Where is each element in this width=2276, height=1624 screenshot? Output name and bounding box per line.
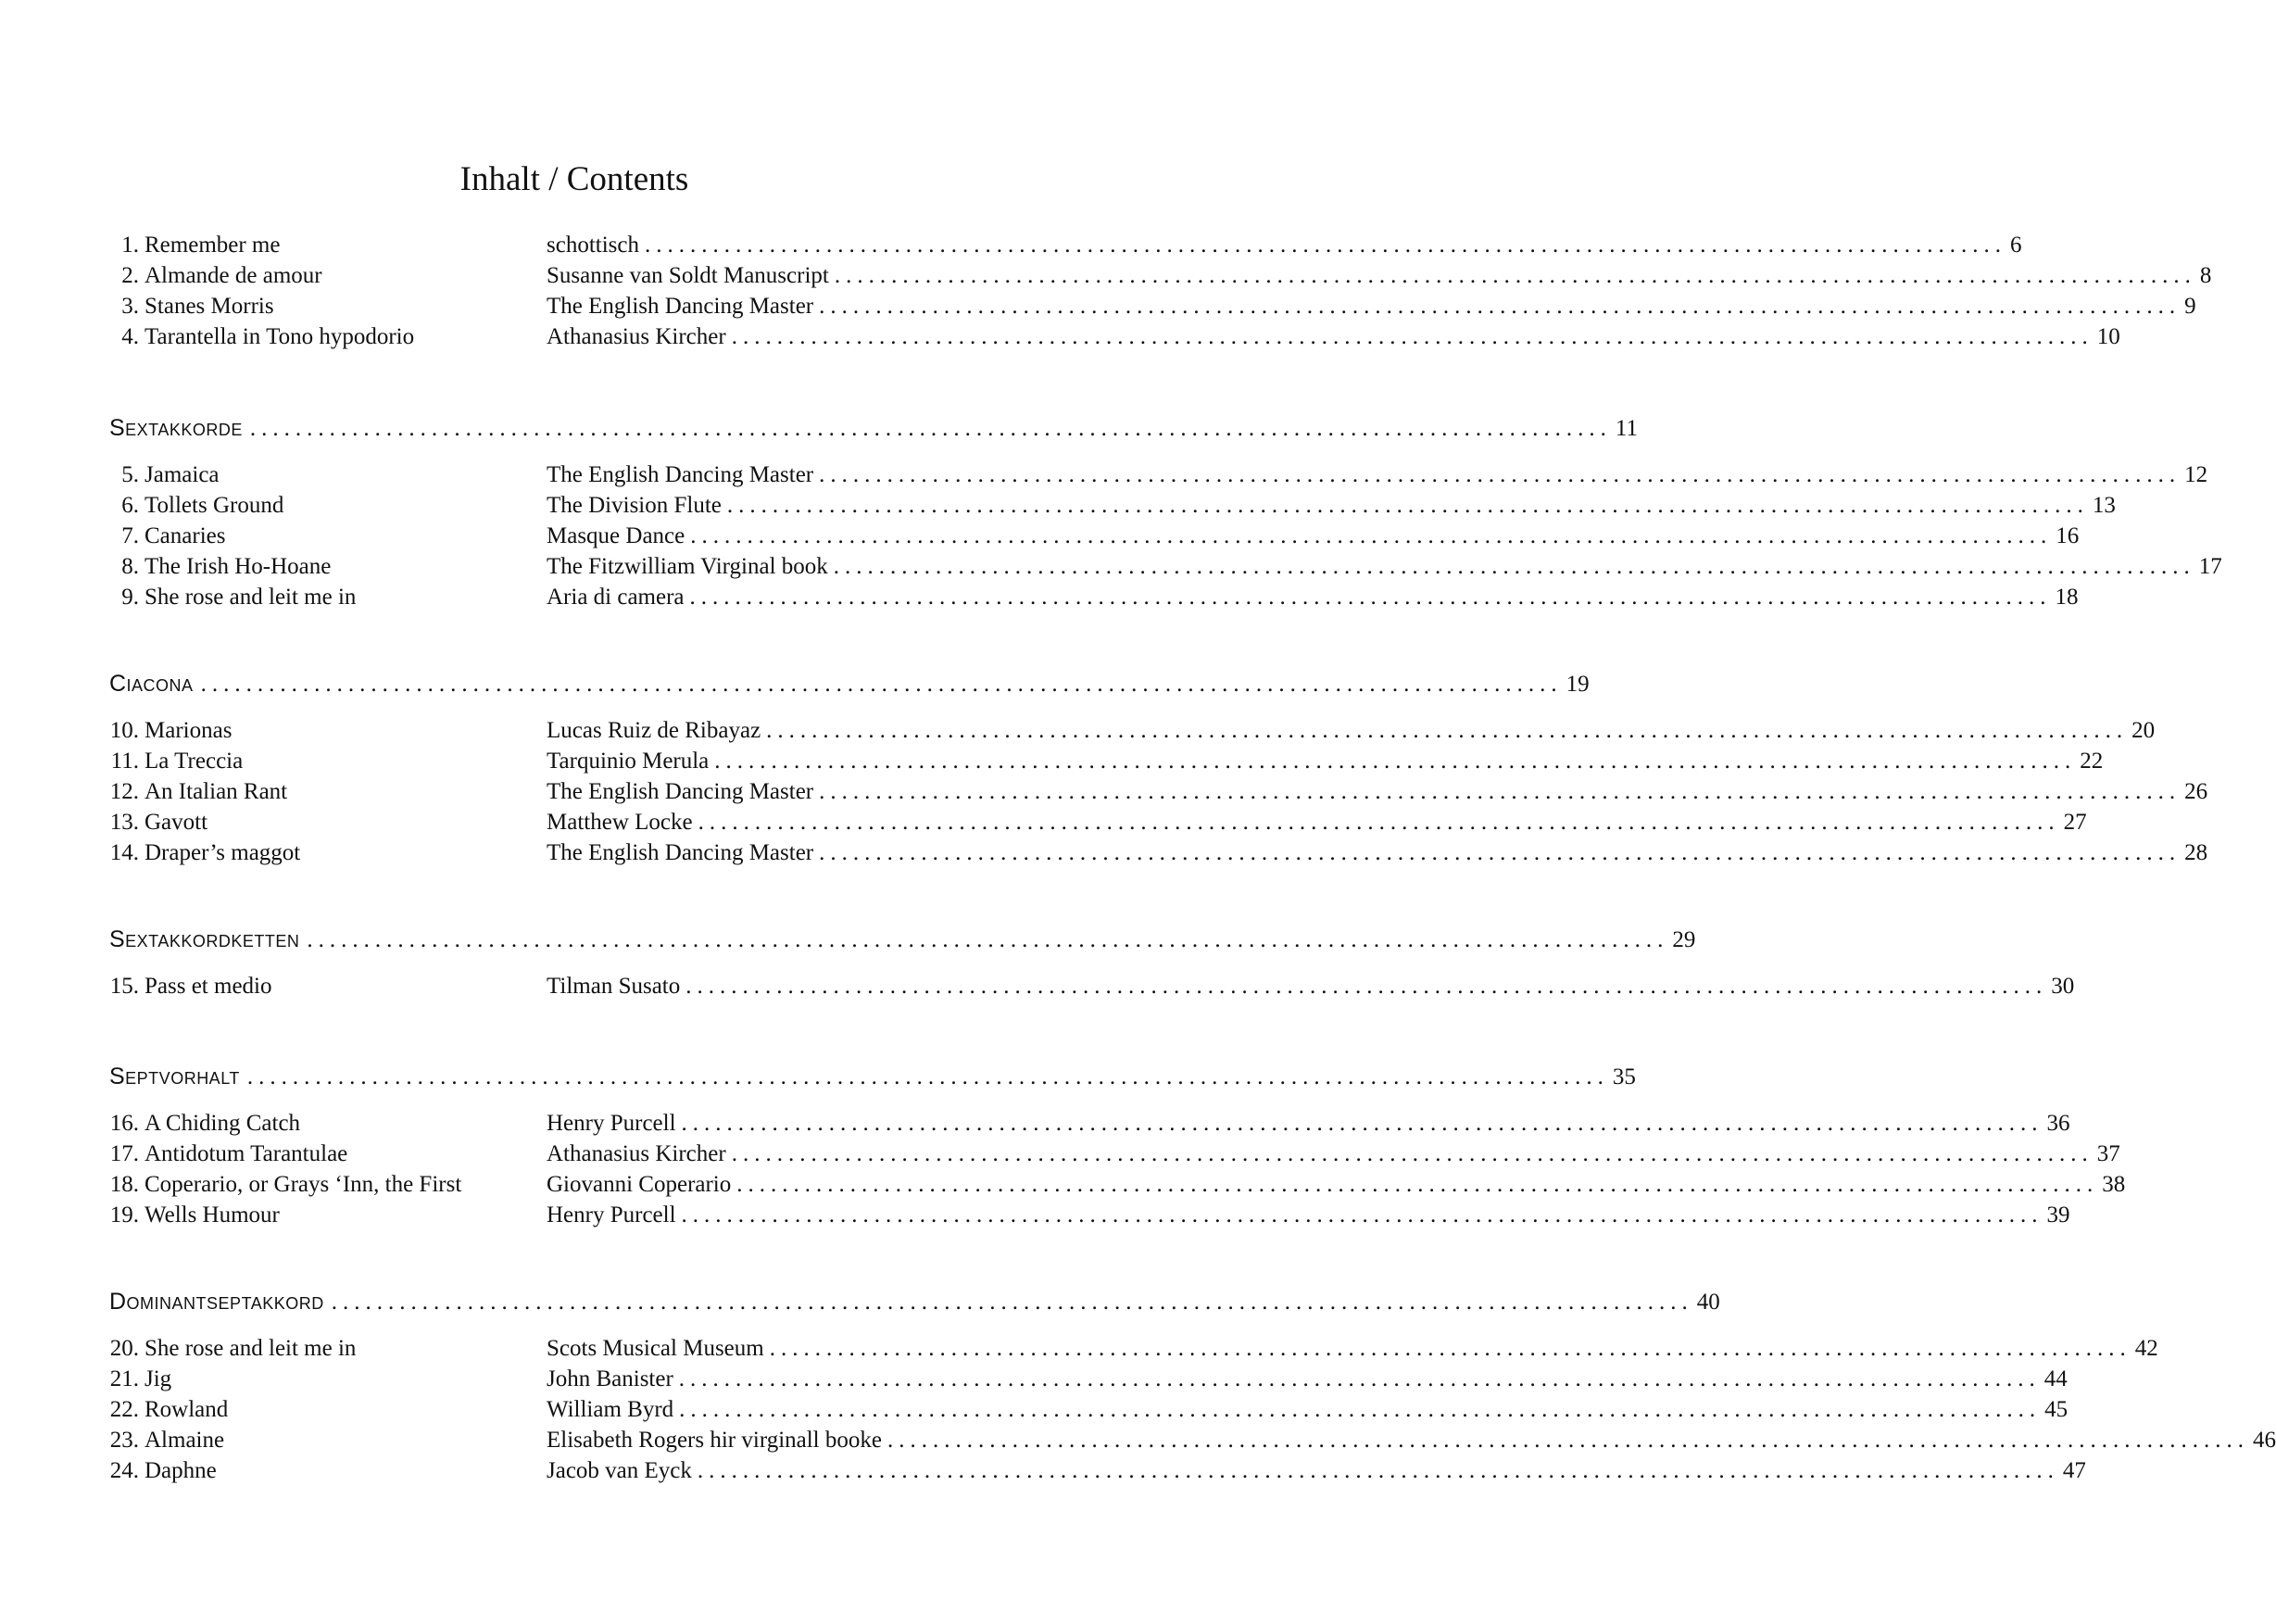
toc-entry[interactable]	[109, 1425, 2276, 1455]
entry-number: 13.	[109, 810, 139, 835]
entry-source: Henry Purcell	[547, 1111, 676, 1136]
toc-entry[interactable]	[109, 291, 2196, 321]
entry-source: William Byrd	[547, 1397, 674, 1422]
dot-leader: ........................................................................................................................	[819, 294, 2182, 319]
entry-title: Stanes Morris	[145, 294, 274, 319]
section-septvorhalt	[109, 1060, 1636, 1093]
entry-title: Antidotum Tarantulae	[145, 1141, 348, 1166]
section-sextakkordketten	[109, 923, 1696, 956]
dot-leader: ........................................................................................................................	[819, 840, 2182, 865]
entry-number: 4.	[121, 324, 139, 349]
section-heading[interactable]	[109, 1285, 1720, 1318]
toc-entry[interactable]	[109, 1333, 2158, 1364]
entry-title: Gavott	[145, 810, 208, 835]
entry-source: Henry Purcell	[547, 1202, 676, 1227]
dot-leader: ........................................................................................................................	[833, 554, 2195, 579]
dot-leader: ........................................................................................................................	[698, 810, 2060, 835]
entry-title: Tollets Ground	[145, 493, 284, 518]
dot-leader: ........................................................................................................................	[819, 462, 2182, 487]
entry-page: 6	[2010, 233, 2022, 258]
toc-entry[interactable]	[109, 807, 2087, 837]
entry-number: 16.	[109, 1111, 139, 1136]
entry-source: Tilman Susato	[547, 974, 681, 999]
entry-page: 26	[2184, 779, 2208, 804]
entry-page: 20	[2131, 718, 2156, 743]
entry-source: John Banister	[547, 1366, 673, 1391]
entry-source: Giovanni Coperario	[547, 1172, 732, 1197]
entry-title: Rowland	[145, 1397, 229, 1422]
toc-entry[interactable]	[109, 837, 2208, 868]
dot-leader: ........................................................................................................................	[736, 1172, 2099, 1197]
section-page: 40	[1696, 1290, 1720, 1315]
toc-entry[interactable]	[109, 1455, 2086, 1486]
entry-title: Coperario, or Grays ‘Inn, the First	[145, 1172, 462, 1197]
entry-number: 8.	[121, 554, 139, 579]
section-dominantseptakkord	[109, 1285, 1720, 1318]
entry-number: 7.	[121, 523, 139, 548]
section-name: Ciacona	[109, 671, 194, 697]
entry-source: Jacob van Eyck	[547, 1458, 692, 1483]
entry-number: 14.	[109, 840, 139, 865]
entry-source: Athanasius Kircher	[547, 324, 726, 349]
entry-number: 3.	[121, 294, 139, 319]
entry-number: 18.	[109, 1172, 139, 1197]
dot-leader: ........................................................................................................................	[246, 1064, 1609, 1089]
section-page: 35	[1612, 1064, 1636, 1089]
entry-title: Remember me	[145, 233, 281, 258]
entry-page: 12	[2184, 462, 2208, 487]
entry-number: 21.	[109, 1366, 139, 1391]
toc-entry[interactable]	[109, 321, 2120, 352]
entry-number: 15.	[109, 974, 139, 999]
entries-sextakkordketten	[109, 971, 2075, 1001]
entry-source: Masque Dance	[547, 523, 685, 548]
dot-leader: ........................................................................................................................	[690, 523, 2053, 548]
entry-title: Wells Humour	[145, 1202, 280, 1227]
section-heading[interactable]	[109, 411, 1638, 445]
entry-page: 18	[2055, 585, 2079, 610]
entry-title: An Italian Rant	[145, 779, 288, 804]
entry-page: 47	[2062, 1458, 2086, 1483]
toc-entry[interactable]	[109, 715, 2156, 746]
toc-entry[interactable]	[109, 746, 2104, 776]
entry-source: Susanne van Soldt Manuscript	[547, 263, 829, 288]
section-page: 19	[1566, 672, 1590, 697]
entry-page: 42	[2134, 1336, 2158, 1361]
entry-number: 23.	[109, 1428, 139, 1453]
toc-entry[interactable]	[109, 521, 2080, 551]
entry-number: 20.	[109, 1336, 139, 1361]
entries-ciacona	[109, 715, 2208, 868]
entry-source: Tarquinio Merula	[547, 749, 710, 774]
page-title: Inhalt / Contents	[459, 160, 689, 198]
dot-leader: ........................................................................................................................	[834, 263, 2196, 288]
entry-source: The English Dancing Master	[547, 462, 814, 487]
entry-title: The Irish Ho-Hoane	[145, 554, 332, 579]
entry-page: 36	[2046, 1111, 2070, 1136]
dot-leader: ........................................................................................................................	[769, 1336, 2131, 1361]
toc-entry[interactable]	[109, 490, 2116, 521]
entry-page: 44	[2043, 1366, 2068, 1391]
entry-title: Canaries	[145, 523, 226, 548]
entry-source: Lucas Ruiz de Ribayaz	[547, 718, 761, 743]
entry-page: 37	[2096, 1141, 2120, 1166]
toc-entry[interactable]	[109, 582, 2079, 612]
entry-number: 12.	[109, 779, 139, 804]
dot-leader: ........................................................................................................................	[331, 1290, 1693, 1315]
entry-title: Almaine	[145, 1428, 225, 1453]
dot-leader: ........................................................................................................................	[307, 927, 1669, 952]
toc-entry[interactable]	[109, 1394, 2069, 1425]
entry-source: schottisch	[547, 233, 639, 258]
entry-page: 39	[2046, 1202, 2070, 1227]
section-heading[interactable]	[109, 923, 1696, 956]
toc-entry[interactable]	[109, 1364, 2068, 1394]
toc-entry[interactable]	[109, 1108, 2070, 1139]
entry-page: 28	[2184, 840, 2208, 865]
entry-title: Almande de amour	[145, 263, 322, 288]
entry-title: Pass et medio	[145, 974, 272, 999]
dot-leader: ........................................................................................................................	[678, 1366, 2041, 1391]
dot-leader: ........................................................................................................................	[685, 974, 2048, 999]
entry-source: The English Dancing Master	[547, 294, 814, 319]
entry-title: Tarantella in Tono hypodorio	[145, 324, 415, 349]
section-name: Sextakkordketten	[109, 926, 300, 952]
entry-source: Scots Musical Museum	[547, 1336, 764, 1361]
entry-page: 9	[2184, 294, 2196, 319]
toc-entry[interactable]	[109, 1200, 2070, 1230]
dot-leader: ........................................................................................................................	[645, 233, 2006, 258]
dot-leader: ........................................................................................................................	[726, 493, 2089, 518]
dot-leader: ........................................................................................................................	[679, 1397, 2042, 1422]
entry-page: 10	[2096, 324, 2120, 349]
section-name: Sextakkorde	[109, 415, 243, 441]
section-heading[interactable]	[109, 667, 1590, 700]
entry-title: La Treccia	[145, 749, 244, 774]
dot-leader: ........................................................................................................................	[689, 585, 2052, 610]
section-name: Dominantseptakkord	[109, 1289, 324, 1315]
entry-title: She rose and leit me in	[145, 1336, 357, 1361]
entry-number: 1.	[121, 233, 139, 258]
toc-entry[interactable]	[109, 230, 2022, 260]
entry-page: 13	[2092, 493, 2116, 518]
dot-leader: ........................................................................................................................	[714, 749, 2077, 774]
dot-leader: ........................................................................................................................	[697, 1458, 2059, 1483]
dot-leader: ........................................................................................................................	[887, 1428, 2249, 1453]
entry-source: The English Dancing Master	[547, 840, 814, 865]
entry-number: 22.	[109, 1397, 139, 1422]
section-heading[interactable]	[109, 1060, 1636, 1093]
dot-leader: ........................................................................................................................	[681, 1202, 2043, 1227]
dot-leader: ........................................................................................................................	[731, 1141, 2094, 1166]
entry-number: 9.	[121, 585, 139, 610]
entry-page: 46	[2252, 1428, 2276, 1453]
intro-group	[109, 230, 2212, 352]
toc-entry[interactable]	[109, 776, 2208, 807]
entry-number: 19.	[109, 1202, 139, 1227]
dot-leader: ........................................................................................................................	[731, 324, 2094, 349]
dot-leader: ........................................................................................................................	[766, 718, 2129, 743]
entry-source: The Division Flute	[547, 493, 722, 518]
entries-dominantseptakkord	[109, 1333, 2276, 1486]
entry-page: 30	[2051, 974, 2075, 999]
dot-leader: ........................................................................................................................	[200, 672, 1563, 697]
entry-source: Matthew Locke	[547, 810, 693, 835]
toc-entry[interactable]	[109, 460, 2208, 490]
entry-page: 22	[2080, 749, 2104, 774]
entry-number: 17.	[109, 1141, 139, 1166]
section-sextakkorde	[109, 411, 1638, 445]
entry-number: 11.	[110, 749, 139, 774]
entry-number: 10.	[109, 718, 139, 743]
dot-leader: ........................................................................................................................	[681, 1111, 2043, 1136]
entry-page: 17	[2198, 554, 2222, 579]
entry-source: The English Dancing Master	[547, 779, 814, 804]
entry-source: Aria di camera	[547, 585, 685, 610]
entries-septvorhalt	[109, 1108, 2126, 1230]
entry-title: Marionas	[145, 718, 233, 743]
entry-source: The Fitzwilliam Virginal book	[547, 554, 828, 579]
toc-entry[interactable]	[109, 260, 2212, 291]
entry-title: Daphne	[145, 1458, 217, 1483]
toc-entry[interactable]	[109, 971, 2075, 1001]
section-page: 11	[1615, 416, 1638, 441]
entry-title: Jig	[145, 1366, 172, 1391]
entry-source: Elisabeth Rogers hir virginall booke	[547, 1428, 882, 1453]
entry-number: 5.	[121, 462, 139, 487]
entry-page: 27	[2063, 810, 2087, 835]
entry-title: A Chiding Catch	[145, 1111, 301, 1136]
entry-source: Athanasius Kircher	[547, 1141, 726, 1166]
entries-sextakkorde	[109, 460, 2222, 612]
toc-entry[interactable]	[109, 1139, 2120, 1169]
section-name: Septvorhalt	[109, 1064, 240, 1089]
entry-number: 6.	[121, 493, 139, 518]
entry-title: She rose and leit me in	[145, 585, 357, 610]
section-ciacona	[109, 667, 1590, 700]
entry-number: 24.	[109, 1458, 139, 1483]
dot-leader: ........................................................................................................................	[819, 779, 2182, 804]
section-page: 29	[1672, 927, 1696, 952]
toc-entry[interactable]	[109, 1169, 2126, 1200]
entry-title: Jamaica	[145, 462, 220, 487]
entry-title: Draper’s maggot	[145, 840, 301, 865]
entry-page: 8	[2199, 263, 2212, 288]
dot-leader: ........................................................................................................................	[249, 416, 1612, 441]
entry-page: 45	[2044, 1397, 2069, 1422]
toc-entry[interactable]	[109, 551, 2222, 582]
entry-page: 38	[2102, 1172, 2126, 1197]
entry-page: 16	[2056, 523, 2080, 548]
entry-number: 2.	[121, 263, 139, 288]
